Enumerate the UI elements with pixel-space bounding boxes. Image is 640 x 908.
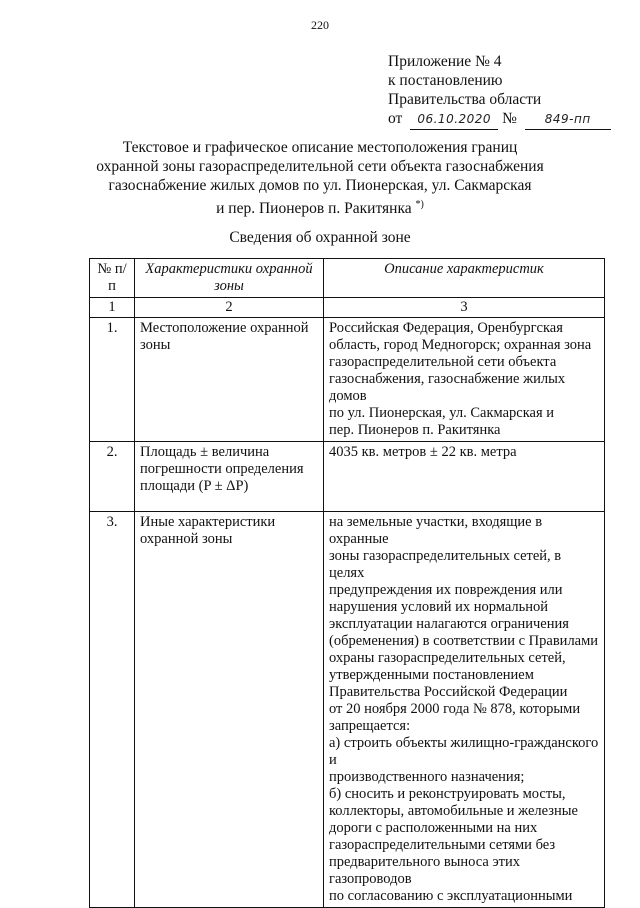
description-line: нарушения условий их нормальной <box>329 599 549 615</box>
document-title <box>0 138 640 218</box>
title-line-2: охранной зоны газораспределительной сети объекта газоснабжения <box>96 158 544 175</box>
row-number: 3. <box>90 512 135 908</box>
description-line: по согласованию с эксплуатационными <box>329 888 573 904</box>
description-line: коллекторы, автомобильные и железные <box>329 803 578 819</box>
description-line: запрещается: <box>329 718 411 734</box>
number-label: № <box>502 110 517 127</box>
description-line: зоны газораспределительных сетей, в целях <box>329 548 562 581</box>
description-line: газоснабжения, газоснабжение жилых домов <box>329 371 566 404</box>
description-line: от 20 ноября 2000 года № 878, которыми <box>329 701 581 717</box>
from-label: от <box>388 110 403 127</box>
row-description <box>324 442 605 512</box>
column-number-row <box>90 298 605 318</box>
table-body <box>90 298 605 908</box>
row-description <box>324 318 605 442</box>
row-characteristic: Площадь ± величина погрешности определения площади (P ± ΔP) <box>135 442 324 512</box>
description-line: по ул. Пионерская, ул. Сакмарская и <box>329 405 555 421</box>
title-line-1: Текстовое и графическое описание местоположения границ <box>122 139 518 156</box>
appendix-date-line <box>388 109 611 130</box>
appendix-line-2: к постановлению <box>388 72 503 89</box>
description-line: (обременения) в соответствии с Правилами <box>329 633 599 649</box>
handwritten-number: 849-пп <box>525 110 611 130</box>
appendix-line-3: Правительства области <box>388 91 542 108</box>
table-header-row <box>90 259 605 298</box>
footnote-mark: *) <box>415 199 424 210</box>
title-line-3: газоснабжение жилых домов по ул. Пионерская, ул. Сакмарская <box>108 177 532 194</box>
description-line: дороги с расположенными на них <box>329 820 538 836</box>
row-description <box>324 512 605 908</box>
description-line: на земельные участки, входящие в охранные <box>329 514 543 547</box>
row-number: 1. <box>90 318 135 442</box>
description-line: пер. Пионеров п. Ракитянка <box>329 422 501 438</box>
column-number-2: 2 <box>135 298 324 318</box>
description-line: охраны газораспределительных сетей, <box>329 650 566 666</box>
description-line: Российская Федерация, Оренбургская <box>329 320 563 336</box>
description-line: Правительства Российской Федерации <box>329 684 568 700</box>
description-line: газораспределительными сетями без <box>329 837 556 853</box>
description-line: б) сносить и реконструировать мосты, <box>329 786 566 802</box>
title-line-4 <box>0 195 640 218</box>
section-subtitle: Сведения об охранной зоне <box>229 229 411 246</box>
description-line: утвержденными постановлением <box>329 667 534 683</box>
description-line: а) строить объекты жилищно-гражданского и <box>329 735 599 768</box>
description-line: область, город Медногорск; охранная зона <box>329 337 592 353</box>
zone-info-table <box>89 258 605 908</box>
header-description: Описание характеристик <box>324 259 605 298</box>
table-row <box>90 442 605 512</box>
appendix-block <box>388 52 611 130</box>
description-line: предварительного выноса этих газопроводов <box>329 854 521 887</box>
page-number: 220 <box>311 18 329 32</box>
title-line-4-text: и пер. Пионеров п. Ракитянка <box>216 200 412 218</box>
column-number-3: 3 <box>324 298 605 318</box>
description-line: производственного назначения; <box>329 769 525 785</box>
description-line: эксплуатации налагаются ограничения <box>329 616 569 632</box>
row-characteristic: Местоположение охранной зоны <box>135 318 324 442</box>
table-row <box>90 512 605 908</box>
header-characteristic: Характеристики охранной зоны <box>135 259 324 298</box>
header-number: № п/п <box>90 259 135 298</box>
handwritten-date: 06.10.2020 <box>410 110 498 130</box>
row-characteristic: Иные характеристики охранной зоны <box>135 512 324 908</box>
column-number-1: 1 <box>90 298 135 318</box>
description-line: газораспределительной сети объекта <box>329 354 557 370</box>
row-number: 2. <box>90 442 135 512</box>
description-line: предупреждения их повреждения или <box>329 582 563 598</box>
appendix-line-1: Приложение № 4 <box>388 53 502 70</box>
description-line: 4035 кв. метров ± 22 кв. метра <box>329 444 517 460</box>
table-row <box>90 318 605 442</box>
